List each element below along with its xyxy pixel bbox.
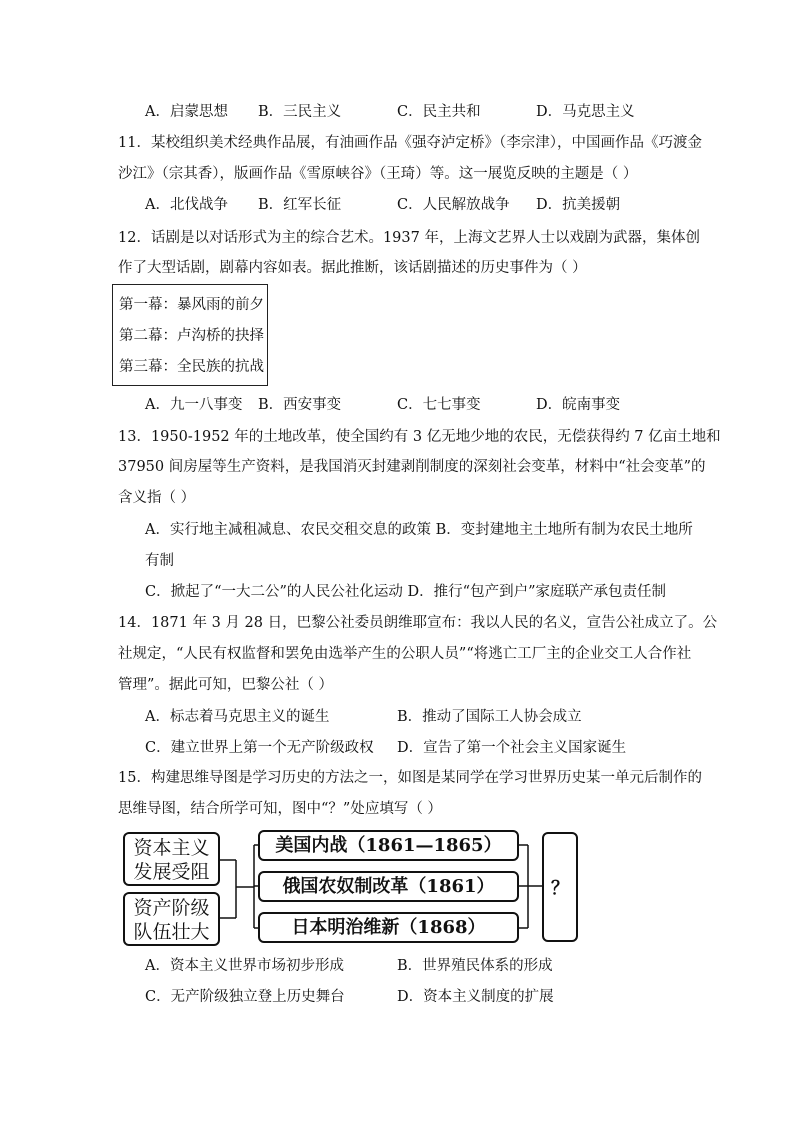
q14-option-b: B．推动了国际工人协会成立 xyxy=(397,709,582,725)
q13-options-line-3: C．掀起了“一大二公”的人民公社化运动 D．推行“包产到户”家庭联产承包责任制 xyxy=(145,584,666,600)
q12-act-1: 第一幕：暴风雨的前夕 xyxy=(119,297,264,313)
q15-stem-line-1: 15．构建思维导图是学习历史的方法之一，如图是某同学在学习世界历史某一单元后制作的 xyxy=(118,770,702,786)
q10-option-d: D．马克思主义 xyxy=(536,104,635,120)
q15-mindmap-left-1: 资本主义 发展受阻 xyxy=(123,832,220,886)
q15-mindmap-item-1: 美国内战（1861—1865） xyxy=(258,830,519,861)
q15-option-b: B．世界殖民体系的形成 xyxy=(397,958,553,974)
q12-act-3: 第三幕：全民族的抗战 xyxy=(119,359,264,375)
q13-stem-line-3: 含义指（ ） xyxy=(118,490,196,506)
q12-stem-line-2: 作了大型话剧，剧幕内容如表。据此推断，该话剧描述的历史事件为（ ） xyxy=(118,260,587,276)
q11-stem-line-2: 沙江》（宗其香），版画作品《雪原峡谷》（王琦）等。这一展览反映的主题是（ ） xyxy=(118,166,638,182)
q15-stem-line-2: 思维导图，结合所学可知，图中“？”处应填写（ ） xyxy=(118,801,442,817)
q12-acts-table xyxy=(112,284,268,386)
q13-options-line-2: 有制 xyxy=(145,553,174,569)
q15-mindmap-item-2: 俄国农奴制改革（1861） xyxy=(258,871,519,902)
q10-option-c: C．民主共和 xyxy=(397,104,481,120)
q12-option-a: A．九一八事变 xyxy=(145,397,243,413)
q15-mindmap-left-2: 资产阶级 队伍壮大 xyxy=(123,892,220,946)
q12-stem-line-1: 12．话剧是以对话形式为主的综合艺术。1937 年，上海文艺界人士以戏剧为武器，集体创 xyxy=(118,230,700,246)
q14-stem-line-2: 社规定，“人民有权监督和罢免由选举产生的公职人员”“将逃亡工厂主的企业交工人合作社 xyxy=(118,646,692,662)
q12-option-b: B．西安事变 xyxy=(258,397,342,413)
q15-mindmap-item-3: 日本明治维新（1868） xyxy=(258,912,519,943)
q14-option-d: D．宣告了第一个社会主义国家诞生 xyxy=(397,740,627,756)
q15-mindmap-question-box: ？ xyxy=(542,832,578,942)
q14-stem-line-1: 14．1871 年 3 月 28 日，巴黎公社委员朗维耶宣布：我以人民的名义，宣告公社成立了。公 xyxy=(118,615,718,631)
q10-option-b: B．三民主义 xyxy=(258,104,342,120)
q13-options-line-1: A．实行地主减租减息、农民交租交息的政策 B．变封建地主土地所有制为农民土地所 xyxy=(145,522,693,538)
q11-stem-line-1: 11．某校组织美术经典作品展，有油画作品《强夺泸定桥》（李宗津），中国画作品《巧渡金 xyxy=(118,135,702,151)
q14-option-a: A．标志着马克思主义的诞生 xyxy=(145,709,330,725)
q11-option-b: B．红军长征 xyxy=(258,197,342,213)
q15-option-c: C．无产阶级独立登上历史舞台 xyxy=(145,989,345,1005)
q12-act-2: 第二幕：卢沟桥的抉择 xyxy=(119,328,264,344)
q13-stem-line-1: 13．1950-1952 年的土地改革，使全国约有 3 亿无地少地的农民，无偿获得约 7 亿亩土地和 xyxy=(118,429,721,445)
q15-option-d: D．资本主义制度的扩展 xyxy=(397,989,554,1005)
q14-stem-line-3: 管理”。据此可知，巴黎公社（ ） xyxy=(118,677,334,693)
q13-stem-line-2: 37950 间房屋等生产资料，是我国消灭封建剥削制度的深刻社会变革，材料中“社会变革”的 xyxy=(118,459,706,475)
q11-option-c: C．人民解放战争 xyxy=(397,197,510,213)
q15-option-a: A．资本主义世界市场初步形成 xyxy=(145,958,344,974)
q14-option-c: C．建立世界上第一个无产阶级政权 xyxy=(145,740,374,756)
q10-option-a: A．启蒙思想 xyxy=(145,104,228,120)
q12-option-c: C．七七事变 xyxy=(397,397,481,413)
q11-option-a: A．北伐战争 xyxy=(145,197,228,213)
q11-option-d: D．抗美援朝 xyxy=(536,197,621,213)
q12-option-d: D．皖南事变 xyxy=(536,397,621,413)
